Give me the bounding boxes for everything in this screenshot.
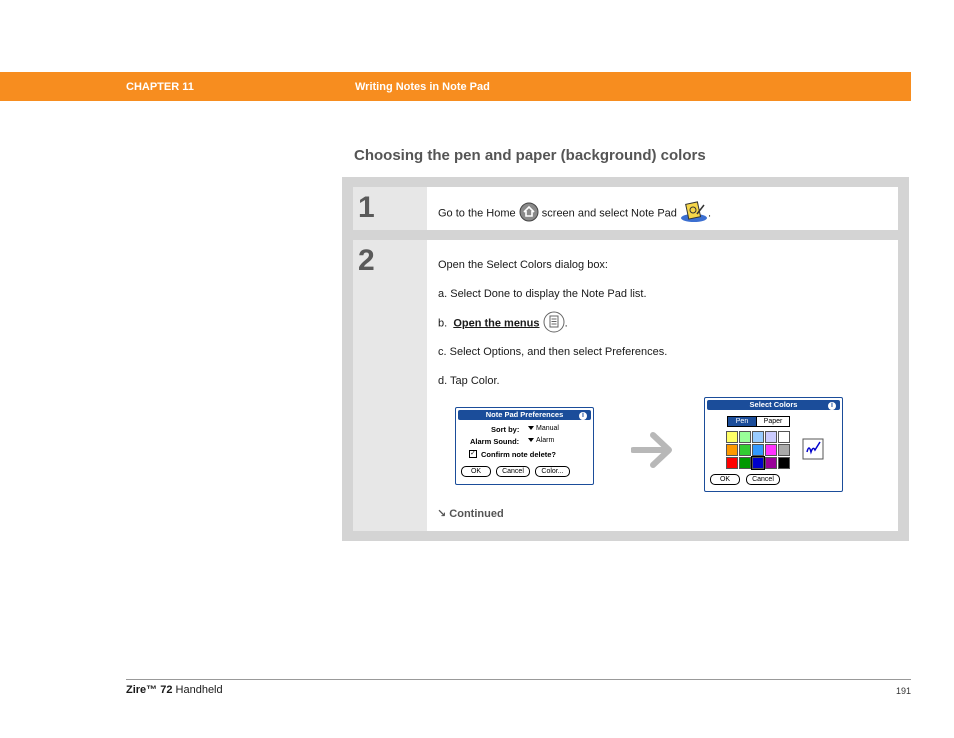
step-2-item-d: d. Tap Color. bbox=[438, 375, 500, 387]
color-swatch[interactable] bbox=[765, 457, 777, 469]
color-swatch[interactable] bbox=[739, 457, 751, 469]
step-body bbox=[427, 187, 898, 230]
chapter-label: CHAPTER 11 bbox=[126, 81, 194, 93]
sort-by-select[interactable] bbox=[528, 425, 559, 432]
alarm-sound-select[interactable] bbox=[528, 437, 554, 444]
footer-product bbox=[126, 684, 223, 696]
color-swatch[interactable] bbox=[765, 444, 777, 456]
dropdown-triangle-icon bbox=[528, 438, 534, 442]
footer-product-suffix: Handheld bbox=[172, 684, 223, 696]
sort-by-value: Manual bbox=[536, 425, 559, 432]
dialog-title-text: Select Colors bbox=[749, 400, 798, 409]
dialog-title bbox=[458, 410, 591, 420]
color-swatch[interactable] bbox=[752, 457, 764, 469]
step-2-intro: Open the Select Colors dialog box: bbox=[438, 259, 608, 271]
color-swatch[interactable] bbox=[739, 444, 751, 456]
sort-by-label: Sort by: bbox=[491, 425, 520, 434]
dialog-title bbox=[707, 400, 840, 410]
continued-arrow-icon: ↘ bbox=[437, 508, 447, 520]
pen-preview bbox=[802, 438, 824, 465]
color-swatch[interactable] bbox=[726, 431, 738, 443]
chapter-title: Writing Notes in Note Pad bbox=[355, 81, 490, 93]
alarm-sound-label: Alarm Sound: bbox=[470, 437, 520, 446]
steps-panel bbox=[342, 177, 909, 541]
dialog-title-text: Note Pad Preferences bbox=[485, 410, 564, 419]
step-1-text-middle: screen and select Note Pad bbox=[541, 207, 677, 220]
footer-rule bbox=[126, 679, 911, 680]
color-swatch[interactable] bbox=[778, 444, 790, 456]
color-swatch[interactable] bbox=[739, 431, 751, 443]
color-swatch[interactable] bbox=[778, 431, 790, 443]
step-2-item-b bbox=[438, 311, 568, 336]
cancel-button[interactable]: Cancel bbox=[746, 474, 780, 485]
tab-paper[interactable]: Paper bbox=[756, 416, 790, 427]
color-button[interactable]: Color... bbox=[535, 466, 570, 477]
home-icon bbox=[519, 202, 539, 225]
step-1 bbox=[353, 187, 898, 230]
color-swatch[interactable] bbox=[765, 431, 777, 443]
ok-button[interactable]: OK bbox=[461, 466, 491, 477]
info-icon[interactable]: i bbox=[828, 402, 836, 410]
step-body bbox=[427, 240, 898, 531]
note-pad-preferences-dialog bbox=[455, 407, 594, 485]
step-number: 1 bbox=[358, 191, 375, 224]
note-pad-icon bbox=[680, 201, 708, 226]
ok-button[interactable]: OK bbox=[710, 474, 740, 485]
color-swatch[interactable] bbox=[752, 431, 764, 443]
color-swatch[interactable] bbox=[778, 457, 790, 469]
continued-label: Continued bbox=[449, 508, 504, 520]
info-icon[interactable]: i bbox=[579, 412, 587, 420]
item-b-prefix: b. bbox=[438, 317, 448, 330]
item-b-suffix: . bbox=[564, 317, 568, 330]
section-heading: Choosing the pen and paper (background) colors bbox=[354, 147, 706, 164]
chapter-header-bar bbox=[0, 72, 911, 101]
color-swatch[interactable] bbox=[752, 444, 764, 456]
step-2 bbox=[353, 240, 898, 531]
footer-product-name: Zire™ 72 bbox=[126, 684, 173, 696]
tab-pen[interactable]: Pen bbox=[727, 416, 757, 427]
color-swatch[interactable] bbox=[726, 457, 738, 469]
confirm-delete-checkbox[interactable]: ✓ bbox=[470, 450, 476, 457]
page-number: 191 bbox=[896, 686, 912, 696]
menu-icon bbox=[543, 311, 565, 336]
open-menus-link[interactable]: Open the menus bbox=[453, 317, 540, 330]
step-1-text-before: Go to the Home bbox=[438, 207, 516, 220]
right-arrow-icon bbox=[631, 430, 675, 475]
cancel-button[interactable]: Cancel bbox=[496, 466, 530, 477]
step-number: 2 bbox=[358, 244, 375, 277]
step-1-text-after: . bbox=[707, 207, 712, 220]
color-swatch[interactable] bbox=[726, 444, 738, 456]
confirm-delete-label: Confirm note delete? bbox=[481, 450, 557, 459]
select-colors-dialog bbox=[704, 397, 843, 492]
step-2-item-a: a. Select Done to display the Note Pad list. bbox=[438, 288, 647, 300]
continued-note bbox=[437, 507, 504, 520]
alarm-sound-value: Alarm bbox=[536, 437, 555, 444]
step-1-text bbox=[438, 201, 711, 226]
dropdown-triangle-icon bbox=[528, 426, 534, 430]
step-2-item-c: c. Select Options, and then select Preferences. bbox=[438, 346, 668, 358]
